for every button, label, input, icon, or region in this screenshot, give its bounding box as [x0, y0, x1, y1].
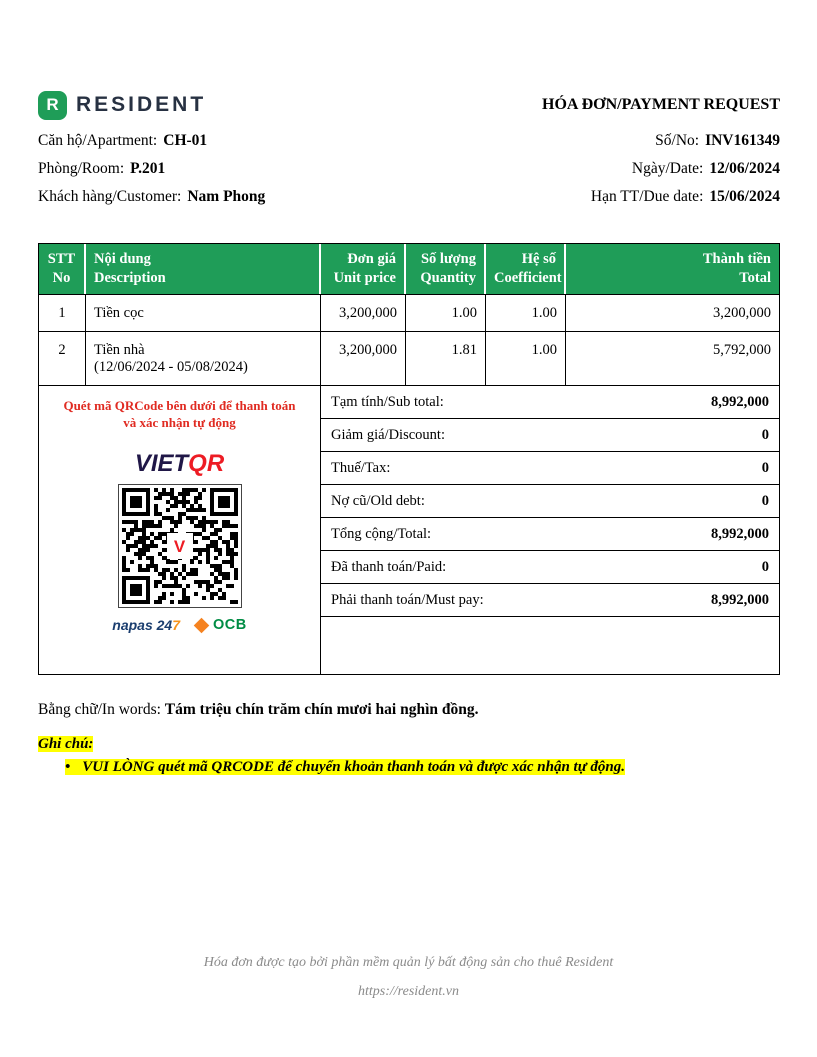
document-header — [38, 88, 780, 211]
vietqr-logo — [39, 452, 320, 476]
qr-instruction — [39, 397, 320, 431]
vietqr-center-letter: V — [173, 536, 186, 556]
summary-row-total — [321, 518, 779, 551]
resident-r-icon: R — [38, 91, 67, 120]
vietqr-logo-viet: VIET — [134, 450, 189, 477]
apartment-value: CH-01 — [163, 132, 208, 149]
invoice-number-field — [542, 127, 780, 155]
qr-payment-cell — [39, 386, 321, 674]
row-description: Tiền cọc — [86, 295, 321, 331]
col-header-total-line2: Total — [739, 270, 771, 286]
summary-value: 8,992,000 — [711, 525, 769, 542]
row-unit-price: 3,200,000 — [321, 295, 406, 331]
summary-value: 0 — [761, 459, 769, 476]
table-header-row — [39, 244, 779, 294]
payment-network-logos — [39, 617, 320, 633]
document-footer — [0, 948, 817, 1006]
row-description — [86, 332, 321, 385]
note-item — [38, 759, 780, 776]
col-header-coefficient — [486, 244, 566, 294]
invoice-number-value: INV161349 — [705, 132, 780, 149]
col-header-unit-price — [321, 244, 406, 294]
vietqr-logo-qr: QR — [188, 450, 225, 477]
col-header-description-line2: Description — [94, 270, 166, 286]
resident-logo-text: RESIDENT — [76, 93, 207, 116]
row-unit-price: 3,200,000 — [321, 332, 406, 385]
summary-value: 8,992,000 — [711, 393, 769, 410]
summary-section — [321, 386, 779, 674]
document-title: HÓA ĐƠN/PAYMENT REQUEST — [542, 96, 780, 113]
apartment-label: Căn hộ/Apartment: — [38, 132, 158, 149]
customer-value: Nam Phong — [187, 188, 266, 205]
bullet-icon: • — [65, 759, 71, 775]
row-quantity: 1.00 — [406, 295, 486, 331]
row-description-line1: Tiền nhà — [94, 342, 145, 358]
room-value: P.201 — [130, 160, 166, 177]
row-total: 5,792,000 — [713, 342, 771, 358]
col-header-coefficient-line1: Hệ số — [521, 251, 556, 267]
room-field — [38, 155, 265, 183]
col-header-unit-price-line1: Đơn giá — [347, 251, 396, 267]
col-header-description — [86, 244, 321, 294]
col-header-unit-price-line2: Unit price — [333, 270, 396, 286]
qr-instruction-line1: Quét mã QRCode bên dưới để thanh toán — [63, 398, 296, 413]
summary-row-tax — [321, 452, 779, 485]
due-date-value: 15/06/2024 — [709, 188, 780, 205]
in-words-value: Tám triệu chín trăm chín mươi hai nghìn đồng. — [164, 701, 479, 718]
invoice-table — [38, 243, 780, 675]
col-header-quantity — [406, 244, 486, 294]
col-header-total — [566, 244, 779, 294]
invoice-number-label: Số/No: — [655, 132, 700, 149]
due-date-label: Hạn TT/Due date: — [590, 188, 704, 205]
row-coefficient: 1.00 — [486, 332, 566, 385]
row-no: 1 — [39, 295, 86, 331]
note-text: VUI LÒNG quét mã QRCODE để chuyển khoản thanh toán và được xác nhận tự động. — [82, 759, 626, 775]
invoice-date-value: 12/06/2024 — [709, 160, 780, 177]
qr-code — [118, 484, 242, 608]
row-no: 2 — [39, 332, 86, 385]
resident-logo — [38, 88, 265, 122]
col-header-total-line1: Thành tiền — [702, 251, 771, 267]
due-date-field — [542, 183, 780, 211]
summary-value: 0 — [761, 426, 769, 443]
col-header-coefficient-line2: Coefficient — [494, 270, 562, 286]
summary-value: 8,992,000 — [711, 591, 769, 608]
napas-logo-text: napas 24 — [112, 617, 173, 633]
summary-row-subtotal — [321, 386, 779, 419]
apartment-field — [38, 127, 265, 155]
col-header-no-line1: STT — [47, 251, 76, 267]
summary-label: Thuế/Tax: — [331, 459, 391, 476]
row-total: 3,200,000 — [713, 305, 771, 321]
ocb-logo — [196, 617, 247, 633]
col-header-no-line2: No — [52, 270, 71, 286]
invoice-date-field — [542, 155, 780, 183]
summary-row-discount — [321, 419, 779, 452]
amount-in-words — [38, 701, 780, 719]
footer-tagline: Hóa đơn được tạo bởi phần mềm quản lý bất động sản cho thuê Resident — [203, 955, 614, 970]
summary-label: Nợ cũ/Old debt: — [331, 492, 425, 509]
summary-label: Tổng cộng/Total: — [331, 525, 432, 542]
resident-url[interactable]: https://resident.vn — [358, 984, 459, 999]
vietqr-center-icon — [167, 533, 193, 559]
invoice-date-label: Ngày/Date: — [631, 160, 704, 177]
summary-row-must-pay — [321, 584, 779, 617]
summary-value: 0 — [761, 492, 769, 509]
row-coefficient: 1.00 — [486, 295, 566, 331]
row-quantity: 1.81 — [406, 332, 486, 385]
summary-row-old-debt — [321, 485, 779, 518]
summary-label: Tạm tính/Sub total: — [331, 393, 444, 410]
col-header-quantity-line1: Số lượng — [420, 251, 476, 267]
table-bottom-section — [39, 385, 779, 674]
table-row — [39, 331, 779, 385]
col-header-no — [39, 244, 86, 294]
summary-filler — [321, 617, 779, 674]
col-header-quantity-line2: Quantity — [420, 270, 476, 286]
napas-logo — [112, 617, 180, 633]
summary-label: Phải thanh toán/Must pay: — [331, 591, 484, 608]
ocb-logo-text: OCB — [213, 617, 247, 633]
summary-label: Giảm giá/Discount: — [331, 426, 445, 443]
in-words-label: Bằng chữ/In words: — [38, 701, 161, 718]
notes-title-text: Ghi chú: — [38, 736, 94, 752]
table-row — [39, 294, 779, 331]
col-header-description-line1: Nội dung — [94, 251, 151, 267]
customer-field — [38, 183, 265, 211]
notes-title — [38, 736, 780, 753]
summary-value: 0 — [761, 558, 769, 575]
summary-label: Đã thanh toán/Paid: — [331, 558, 447, 575]
customer-label: Khách hàng/Customer: — [38, 188, 182, 205]
room-label: Phòng/Room: — [38, 160, 125, 177]
row-description-line2: (12/06/2024 - 05/08/2024) — [94, 359, 248, 375]
ocb-diamond-icon — [194, 617, 210, 633]
notes-section — [38, 736, 780, 776]
qr-instruction-line2: và xác nhận tự động — [123, 415, 236, 430]
summary-row-paid — [321, 551, 779, 584]
napas-logo-7: 7 — [172, 617, 180, 633]
